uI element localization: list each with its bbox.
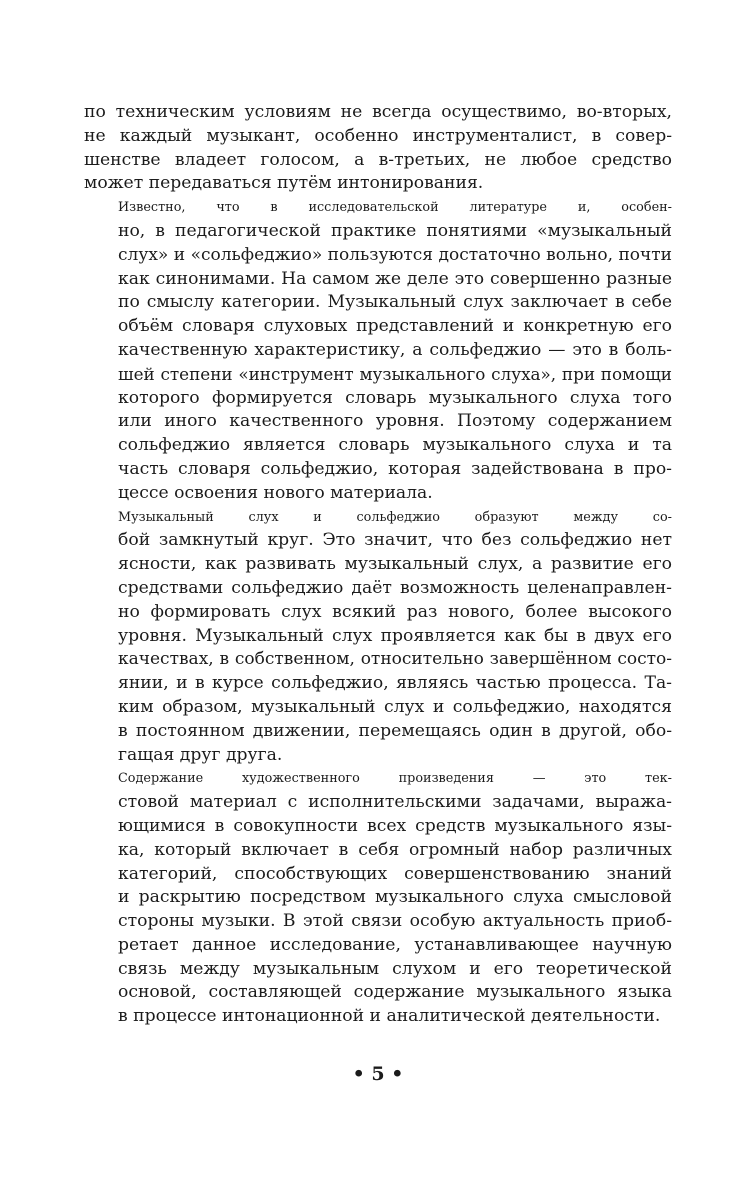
text-line: ясности, как развивать музыкальный слух, а развитие его <box>118 554 672 575</box>
text-line: ким образом, музыкальный слух и сольфеджио, находятся <box>118 696 672 717</box>
text-line: качественную характеристику, а сольфеджио — это в боль- <box>118 339 672 360</box>
text-line: которого формируется словарь музыкального слуха того <box>118 387 672 408</box>
text-line: но формировать слух всякий раз нового, более высокого <box>118 601 672 622</box>
text-line: может передаваться путём интонирования. <box>84 173 484 194</box>
text-line: связь между музыкальным слухом и его теоретической <box>118 958 672 979</box>
text-line: Содержание художественного произведения — это тек- <box>118 771 672 787</box>
paragraph-2 <box>84 196 672 505</box>
text-line: ющимися в совокупности всех средств музыкального язы- <box>118 815 672 836</box>
text-line: по техническим условиям не всегда осуществимо, во-вторых, <box>84 102 672 122</box>
text-line: по смыслу категории. Музыкальный слух заключает в себе <box>118 292 672 313</box>
text-line: уровня. Музыкальный слух проявляется как бы в двух его <box>118 625 672 646</box>
text-line: часть словаря сольфеджио, которая задействована в про- <box>118 458 672 479</box>
text-line: или иного качественного уровня. Поэтому содержанием <box>118 411 672 432</box>
paragraph-4 <box>84 767 672 1029</box>
paragraph-3 <box>84 506 672 768</box>
text-line: категорий, способствующих совершенствованию знаний <box>118 863 672 884</box>
text-line: средствами сольфеджио даёт возможность целенаправлен- <box>118 577 672 598</box>
text-line: но, в педагогической практике понятиями «музыкальный <box>118 220 672 241</box>
text-line: янии, и в курсе сольфеджио, являясь частью процесса. Та- <box>118 673 672 694</box>
text-line: шей степени «инструмент музыкального слуха», при помощи <box>118 363 672 384</box>
text-line: основой, составляющей содержание музыкального языка <box>118 982 672 1003</box>
text-line: объём словаря слуховых представлений и конкретную его <box>118 316 672 337</box>
text-line: цессе освоения нового материала. <box>118 482 433 503</box>
page-number: • 5 • <box>352 1063 404 1085</box>
text-line: гащая друг друга. <box>118 744 283 765</box>
text-line: в постоянном движении, перемещаясь один в другой, обо- <box>118 720 672 741</box>
text-line: в процессе интонационной и аналитической деятельности. <box>118 1006 661 1027</box>
text-line: шенстве владеет голосом, а в-третьих, не любое средство <box>84 149 672 170</box>
text-line: ретает данное исследование, устанавливающее научную <box>118 934 672 955</box>
paragraph-1 <box>84 101 672 196</box>
text-line: сольфеджио является словарь музыкального слуха и та <box>118 435 672 456</box>
text-line: как синонимами. На самом же деле это совершенно разные <box>118 268 672 289</box>
text-line: стовой материал с исполнительскими задачами, выража- <box>118 792 672 813</box>
text-line: стороны музыки. В этой связи особую актуальность приоб- <box>118 911 672 932</box>
text-line: и раскрытию посредством музыкального слуха смысловой <box>118 887 672 908</box>
text-line: ка, который включает в себя огромный набор различных <box>118 839 672 860</box>
text-line: не каждый музыкант, особенно инструменталист, в совер- <box>84 125 672 146</box>
text-line: бой замкнутый круг. Это значит, что без сольфеджио нет <box>118 530 672 551</box>
text-line: Музыкальный слух и сольфеджио образуют между со- <box>118 509 672 525</box>
page-body <box>84 101 672 1029</box>
text-line: качествах, в собственном, относительно завершённом состо- <box>118 649 672 670</box>
text-line: слух» и «сольфеджио» пользуются достаточно вольно, почти <box>118 244 672 265</box>
text-line: Известно, что в исследовательской литературе и, особен- <box>118 200 672 216</box>
